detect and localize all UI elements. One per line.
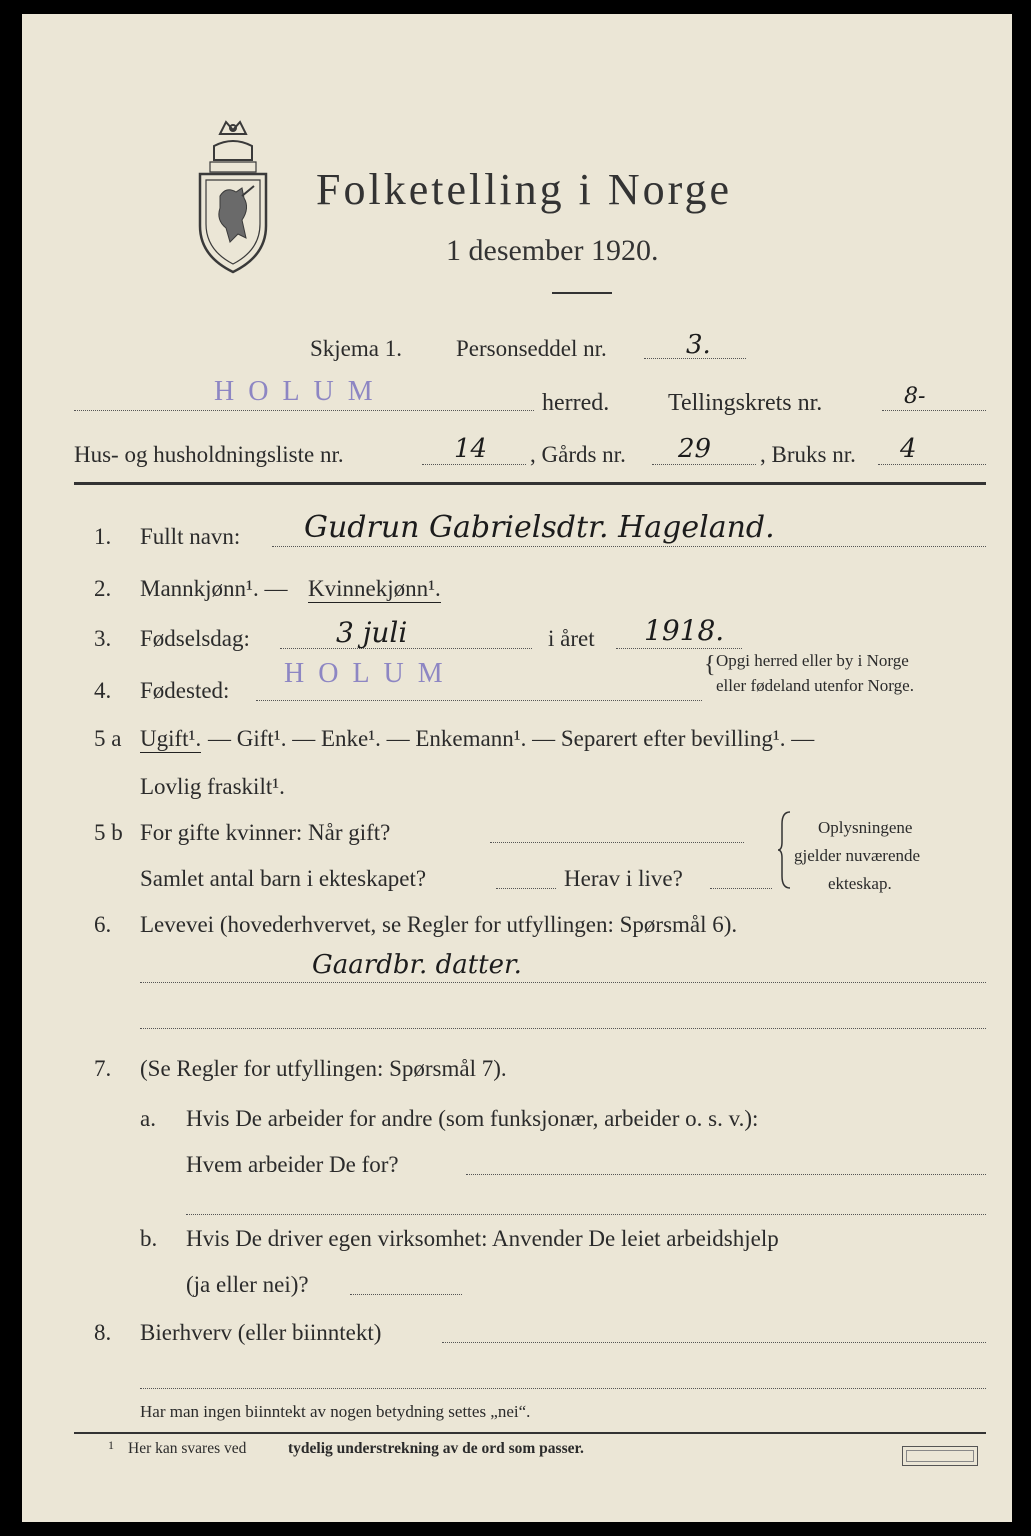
q5b-note-line1: Oplysningene [818,818,913,837]
q2-female-option[interactable]: Kvinnekjønn¹. [308,576,441,601]
gards-label: , Gårds nr. [530,442,626,467]
birthday-value[interactable]: 3 juli [336,616,408,649]
q7b-yesno-label: (ja eller nei)? [186,1272,309,1297]
q3-year-label: i året [548,626,595,651]
census-form-page: Folketelling i Norge 1 desember 1920. Skjema 1. Personseddel nr. 3. HOLUM herred. Tellingskrets nr. 8- Hus- og husholdningsliste nr. 14 , Gårds nr. 29 , Bruks nr. 4 1. Fullt navn: Gudrun Gabrielsdtr. Hageland. 2. Mannkjønn¹. — Kvinnekjønn¹. 3. Fødselsdag: 3 juli i året 1918. 4. Fødested: HOLUM { Opgi herred eller by i Norge eller fødeland utenfor Norge. 5 a Ugift¹. — Gift¹. — Enke¹. — Enkemann¹. — Separert efter bevilling¹. — Lovlig fraskilt¹. 5 b For gifte kvinner: Når gift? Samlet antal barn i ekteskapet? Herav i live? Oplysningene gjelder nuværende ekteskap. 6. Levevei (hovederhvervet, se Regler for utfyllingen: Spørsmål 6). Gaardbr. datter. 7. (Se Regler for utfyllingen: Spørsmål 7). a. Hvis De arbeider for andre (som funksjonær, arbeider o. s. v.): Hvem arbeider De for? b. Hvis De driver egen virksomhet: Anvender De leiet arbeidshjelp (ja eller nei)? 8. Bierhverv (eller biinntekt) Har man ingen biinntekt av nogen betydning settes „nei“. 1 Her kan svares ved tydelig understrekning av de ord som passer. [22,14,1012,1522]
footnote-text-a: Her kan svares ved [128,1440,247,1457]
q6-label: Levevei (hovederhvervet, se Regler for utfyllingen: Spørsmål 6). [140,912,738,937]
q7b-letter: b. [140,1226,158,1251]
q5a-other-options[interactable]: — Gift¹. — Enke¹. — Enkemann¹. — Separert efter bevilling¹. — [208,726,815,751]
q7a-letter: a. [140,1106,156,1131]
q5b-number: 5 b [94,820,123,845]
footnote-rule [74,1432,986,1434]
footnote-mark: 1 [108,1438,114,1452]
hired-help-field[interactable] [350,1294,462,1295]
q4-note-line1: Opgi herred eller by i Norge [716,651,909,670]
occupation-value[interactable]: Gaardbr. datter. [312,950,522,980]
q4-number: 4. [94,678,112,703]
side-income-field-line2[interactable] [140,1388,986,1389]
q5b-note-line2: gjelder nuværende [794,846,921,865]
husliste-value[interactable]: 14 [454,434,488,464]
gards-value[interactable]: 29 [678,434,712,464]
coat-of-arms-icon [190,116,276,276]
employer-field[interactable] [466,1174,986,1175]
q1-label: Fullt navn: [140,524,241,549]
q2-number: 2. [94,576,112,601]
printer-mark-icon [902,1446,978,1466]
q8-number: 8. [94,1320,112,1345]
when-married-field[interactable] [490,842,744,843]
q1-number: 1. [94,524,112,549]
q5a-number: 5 a [94,726,122,751]
full-name-value[interactable]: Gudrun Gabrielsdtr. Hageland. [304,510,775,545]
q3-number: 3. [94,626,112,651]
q7b-label: Hvis De driver egen virksomhet: Anvender De leiet arbeidshjelp [186,1226,779,1251]
q2-male-option[interactable]: Mannkjønn¹. — [140,576,288,601]
q3-label: Fødselsdag: [140,626,250,651]
birth-year-value[interactable]: 1918. [644,614,725,647]
side-income-field[interactable] [442,1342,986,1343]
q8-label: Bierhverv (eller biinntekt) [140,1320,382,1345]
employer-field-line2[interactable] [186,1214,986,1215]
q5b-alive-label: Herav i live? [564,866,683,891]
children-count-field[interactable] [496,888,556,889]
q5b-label: For gifte kvinner: Når gift? [140,820,391,845]
tellingskrets-value[interactable]: 8- [904,384,926,409]
q7-number: 7. [94,1056,112,1081]
q4-label: Fødested: [140,678,230,703]
occupation-line2[interactable] [140,1028,986,1029]
q6-number: 6. [94,912,112,937]
children-alive-field[interactable] [710,888,772,889]
personseddel-value[interactable]: 3. [686,330,711,360]
q5b-note-line3: ekteskap. [828,874,892,893]
title-divider [552,292,612,294]
q5b-children-label: Samlet antal barn i ekteskapet? [140,866,427,891]
herred-label: herred. [542,390,610,416]
tellingskrets-label: Tellingskrets nr. [668,390,823,416]
husliste-label: Hus- og husholdningsliste nr. [74,442,344,467]
skjema-label: Skjema 1. [310,336,402,361]
bruks-label: , Bruks nr. [760,442,856,467]
q5a-fraskilt-option[interactable]: Lovlig fraskilt¹. [140,774,285,799]
personseddel-label: Personseddel nr. [456,336,607,361]
q7a-label: Hvis De arbeider for andre (som funksjonær, arbeider o. s. v.): [186,1106,759,1131]
form-title: Folketelling i Norge [316,165,733,214]
bruks-value[interactable]: 4 [900,434,917,464]
footnote-text-b: tydelig understrekning av de ord som passer. [288,1440,584,1457]
brace-icon [778,810,792,890]
birthplace-stamp[interactable]: HOLUM [284,658,457,689]
herred-stamp[interactable]: HOLUM [214,376,387,407]
q7a-employer-label: Hvem arbeider De for? [186,1152,399,1177]
header-rule [74,482,986,485]
q7-label: (Se Regler for utfyllingen: Spørsmål 7). [140,1056,507,1081]
q8-note: Har man ingen biinntekt av nogen betydning settes „nei“. [140,1402,531,1421]
q5a-ugift-option[interactable]: Ugift¹. [140,726,202,751]
q4-note-line2: eller fødeland utenfor Norge. [716,676,914,695]
form-date: 1 desember 1920. [446,234,659,267]
